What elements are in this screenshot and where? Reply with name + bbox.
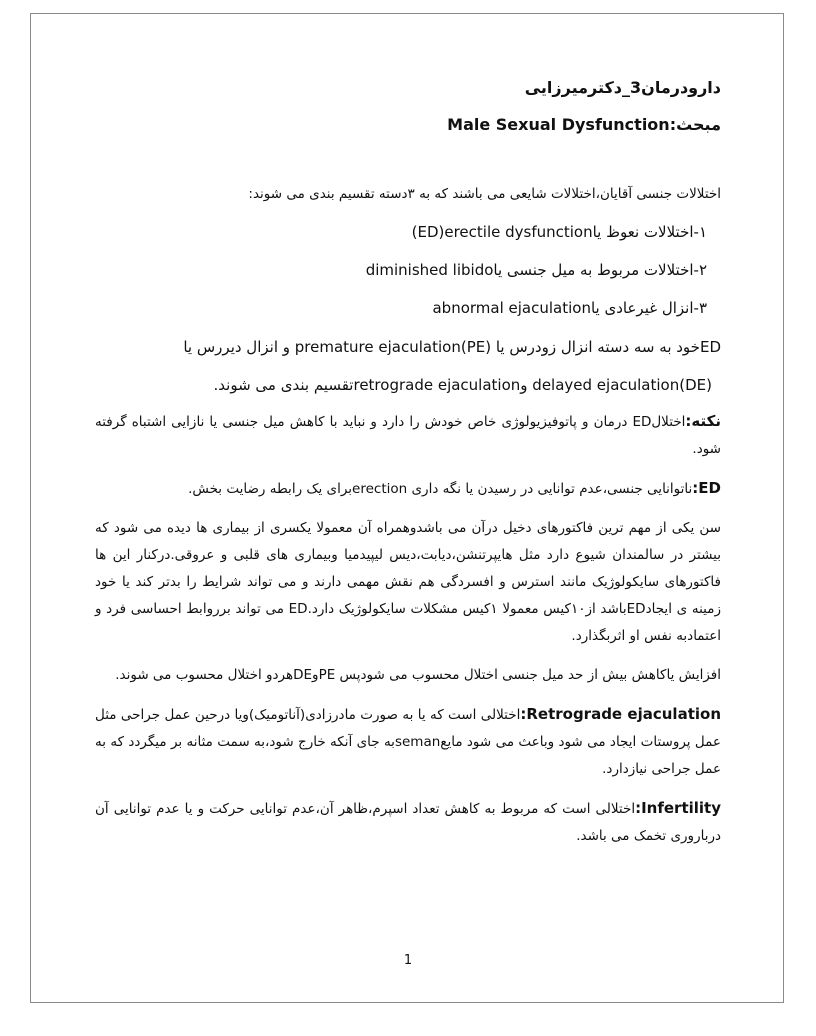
document-title: دارودرمان3_دکترمیرزایی [524, 78, 721, 97]
ed-definition-label: ED: [692, 479, 721, 497]
retrograde-text: اختلالی است که یا به صورت مادرزادی(آناتومیک)ویا درحین عمل جراحی مثل عمل پروستات ایجاد می شود وباعث می شود مایعsemanبه جای آنکه خارج شود،به سمت مثانه بر میگردد که به عمل جراحی نیازدارد. [95, 707, 721, 777]
ed-definition-paragraph [95, 475, 721, 503]
document-body [95, 70, 721, 850]
list-item-prefix: ۲-اختلالات مربوط به میل جنسی یا [493, 261, 707, 279]
infertility-label: Infertility: [635, 799, 721, 817]
ed-definition-text: ناتوانایی جنسی،عدم توانایی در رسیدن یا نگه داری erectionبرای یک رابطه رضایت بخش. [188, 481, 693, 497]
list-item-1 [95, 221, 721, 243]
ed-classification-line-1: EDخود به سه دسته انزال زودرس یا (PE)premature ejaculation و انزال دیررس یا [183, 338, 721, 356]
subtitle-lead: مبحث: [669, 115, 721, 134]
retrograde-label: Retrograde ejaculation: [520, 705, 721, 723]
list-item-term: abnormal ejaculation [432, 299, 591, 317]
page-number: 1 [403, 953, 413, 968]
list-item-abbr: (ED) [411, 223, 445, 241]
list-item-term: erectile dysfunction [444, 223, 593, 241]
list-item-prefix: ۱-اختلالات نعوظ یا [592, 223, 707, 241]
age-factor-paragraph: سن یکی از مهم ترین فاکتورهای دخیل درآن می باشدوهمراه آن معمولا یکسری از بیماری ها دیده می شود که بیشتر در سالمندان شیوع دارد مثل هایپرتنشن،دیابت،دیس لیپیدمیا وبیماری های قلبی و عروقی.درکنار این ها فاکتورهای سایکولوژیک مانند استرس و افسردگی هم نقش مهمی دارند و می تواند شرایط را بدتر کند یا خود زمینه ی ایجادEDباشد از۱۰کیس معمولا ۱کیس مشکلات سایکولوژیک دارد.ED می تواند برروابط احساسی فرد و اعتمادبه نفس او اثربگذارد. [95, 520, 721, 644]
subtitle-topic: Male Sexual Dysfunction [447, 115, 670, 134]
infertility-paragraph [95, 795, 721, 850]
note-label: نکته: [685, 412, 721, 430]
list-item-prefix: ۳-انزال غیرعادی یا [590, 299, 707, 317]
note-paragraph [95, 408, 721, 463]
libido-paragraph: افزایش یاکاهش بیش از حد میل جنسی اختلال محسوب می شودپس PEوDEهردو اختلال محسوب می شوند. [115, 667, 721, 683]
intro-paragraph: اختلالات جنسی آقایان،اختلالات شایعی می باشند که به ۳دسته تقسیم بندی می شوند: [248, 186, 721, 202]
list-item-3 [95, 297, 721, 319]
ed-classification-line-2: (DE)delayed ejaculation وretrograde ejaculationتقسیم بندی می شوند. [213, 376, 712, 394]
document-subtitle [95, 114, 721, 136]
infertility-text: اختلالی است که مربوط به کاهش تعداد اسپرم،ظاهر آن،عدم توانایی حرکت و یا عدم توانایی آن درباروری تخمک می باشد. [95, 801, 721, 844]
list-item-term: diminished libido [365, 261, 494, 279]
note-text: اختلالED درمان و پاتوفیزیولوژی خاص خودش را دارد و نباید با کاهش میل جنسی یا نازایی اشتباه گرفته شود. [95, 414, 721, 457]
list-item-2 [95, 259, 721, 281]
retrograde-paragraph [95, 701, 721, 783]
